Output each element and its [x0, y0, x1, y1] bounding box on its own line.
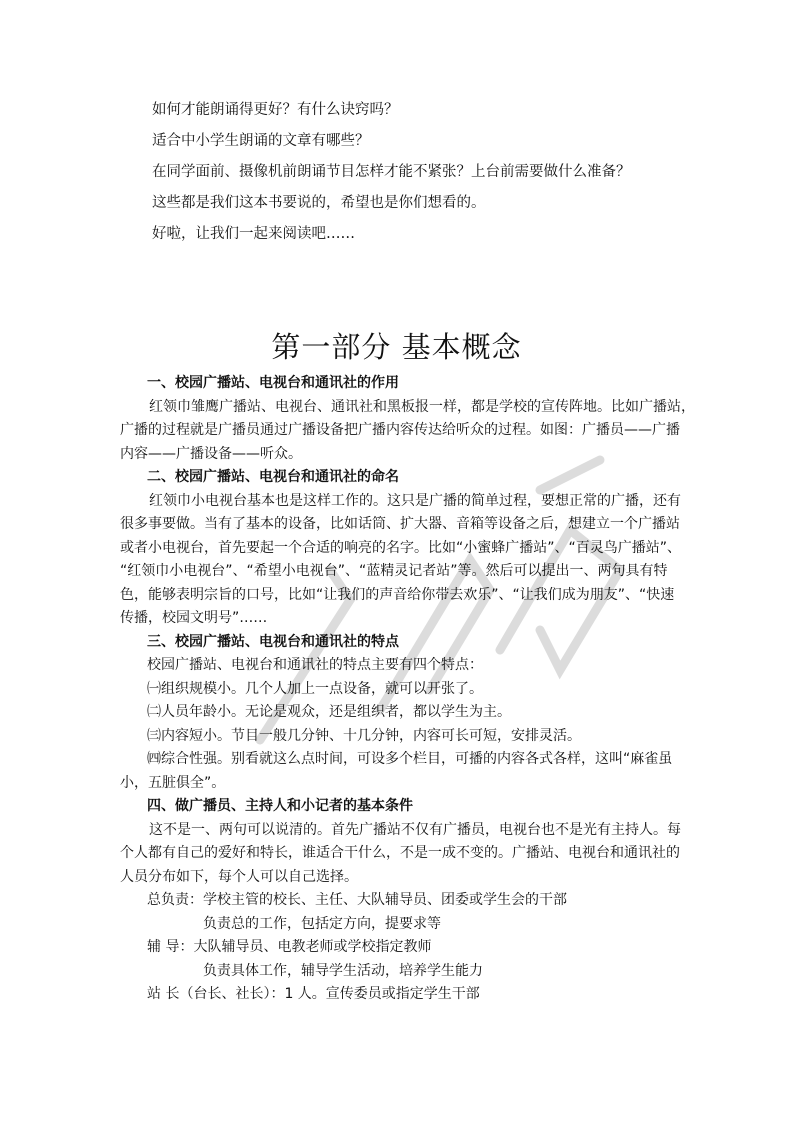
paragraph-line: 个人都有自己的爱好和特长，谁适合干什么，不是一成不变的。广播站、电视台和通讯社的 — [120, 845, 680, 861]
role-description: 负责具体工作，辅导学生活动，培养学生能力 — [203, 962, 483, 979]
intro-line: 这些都是我们这本书要说的，希望也是你们想看的。 — [152, 195, 486, 211]
paragraph-line: 内容——广播设备——听众。 — [120, 445, 302, 462]
paragraph-line: 或者小电视台，首先要起一个合适的响亮的名字。比如“小蜜蜂广播站”、“百灵鸟广播站”、 — [120, 539, 682, 556]
paragraph-line: 红领巾雏鹰广播站、电视台、通讯社和黑板报一样，都是学校的宣传阵地。比如广播站， — [149, 398, 695, 415]
paragraph-line: 小，五脏俱全”。 — [120, 774, 226, 791]
role-entry: 辅 导：大队辅导员、电教老师或学校指定教师 — [147, 939, 432, 955]
section-heading: 一、校园广播站、电视台和通讯社的作用 — [147, 375, 399, 391]
intro-line: 好啦，让我们一起来阅读吧…… — [152, 226, 355, 242]
intro-line: 在同学面前、摄像机前朗诵节目怎样才能不紧张？上台前需要做什么准备？ — [152, 164, 631, 180]
paragraph-line: 传播，校园文明号”…… — [120, 610, 268, 626]
section-heading: 四、做广播员、主持人和小记者的基本条件 — [147, 798, 413, 814]
part-title: 第一部分 基本概念 — [271, 330, 522, 364]
role-entry: 总负责：学校主管的校长、主任、大队辅导员、团委或学生会的干部 — [147, 892, 567, 908]
list-item: ㈢内容短小。节目一般几分钟、十几分钟，内容可长可短，安排灵活。 — [147, 727, 581, 744]
section-heading: 二、校园广播站、电视台和通讯社的命名 — [147, 469, 399, 485]
document-body — [120, 372, 695, 1007]
paragraph-line: 广播的过程就是广播员通过广播设备把广播内容传达给听众的过程。如图：广播员——广播 — [120, 422, 680, 438]
list-item: ㈠组织规模小。几个人加上一点设备，就可以开张了。 — [147, 680, 483, 697]
paragraph-line: 很多事要做。当有了基本的设备，比如话筒、扩大器、音箱等设备之后，想建立一个广播站 — [120, 516, 680, 532]
role-entry: 站 长（台长、社长）：1 人。宣传委员或指定学生干部 — [147, 986, 480, 1002]
intro-line: 如何才能朗诵得更好？有什么诀窍吗？ — [152, 102, 399, 118]
list-item: ㈣综合性强。别看就这么点时间，可设多个栏目，可播的内容各式各样，这叫“麻雀虽 — [147, 751, 673, 767]
list-item: ㈡人员年龄小。无论是观众，还是组织者，都以学生为主。 — [147, 704, 511, 720]
paragraph-line: 红领巾小电视台基本也是这样工作的。这只是广播的简单过程，要想正常的广播，还有 — [149, 492, 681, 509]
paragraph-line: 人员分布如下，每个人可以自己选择。 — [120, 868, 358, 885]
intro-questions — [152, 98, 712, 253]
paragraph-line: 色，能够表明宗旨的口号，比如“让我们的声音给你带去欢乐”、“让我们成为朋友”、“快速 — [120, 586, 675, 603]
role-description: 负责总的工作，包括定方向，提要求等 — [203, 915, 441, 932]
paragraph-line: “红领巾小电视台”、“希望小电视台”、“蓝精灵记者站”等。然后可以提出一、两句具有特 — [120, 563, 668, 579]
paragraph-line: 校园广播站、电视台和通讯社的特点主要有四个特点： — [147, 657, 483, 673]
section-heading: 三、校园广播站、电视台和通讯社的特点 — [147, 633, 399, 650]
paragraph-line: 这不是一、两句可以说清的。首先广播站不仅有广播员，电视台也不是光有主持人。每 — [149, 821, 681, 838]
intro-line: 适合中小学生朗诵的文章有哪些？ — [152, 133, 370, 149]
